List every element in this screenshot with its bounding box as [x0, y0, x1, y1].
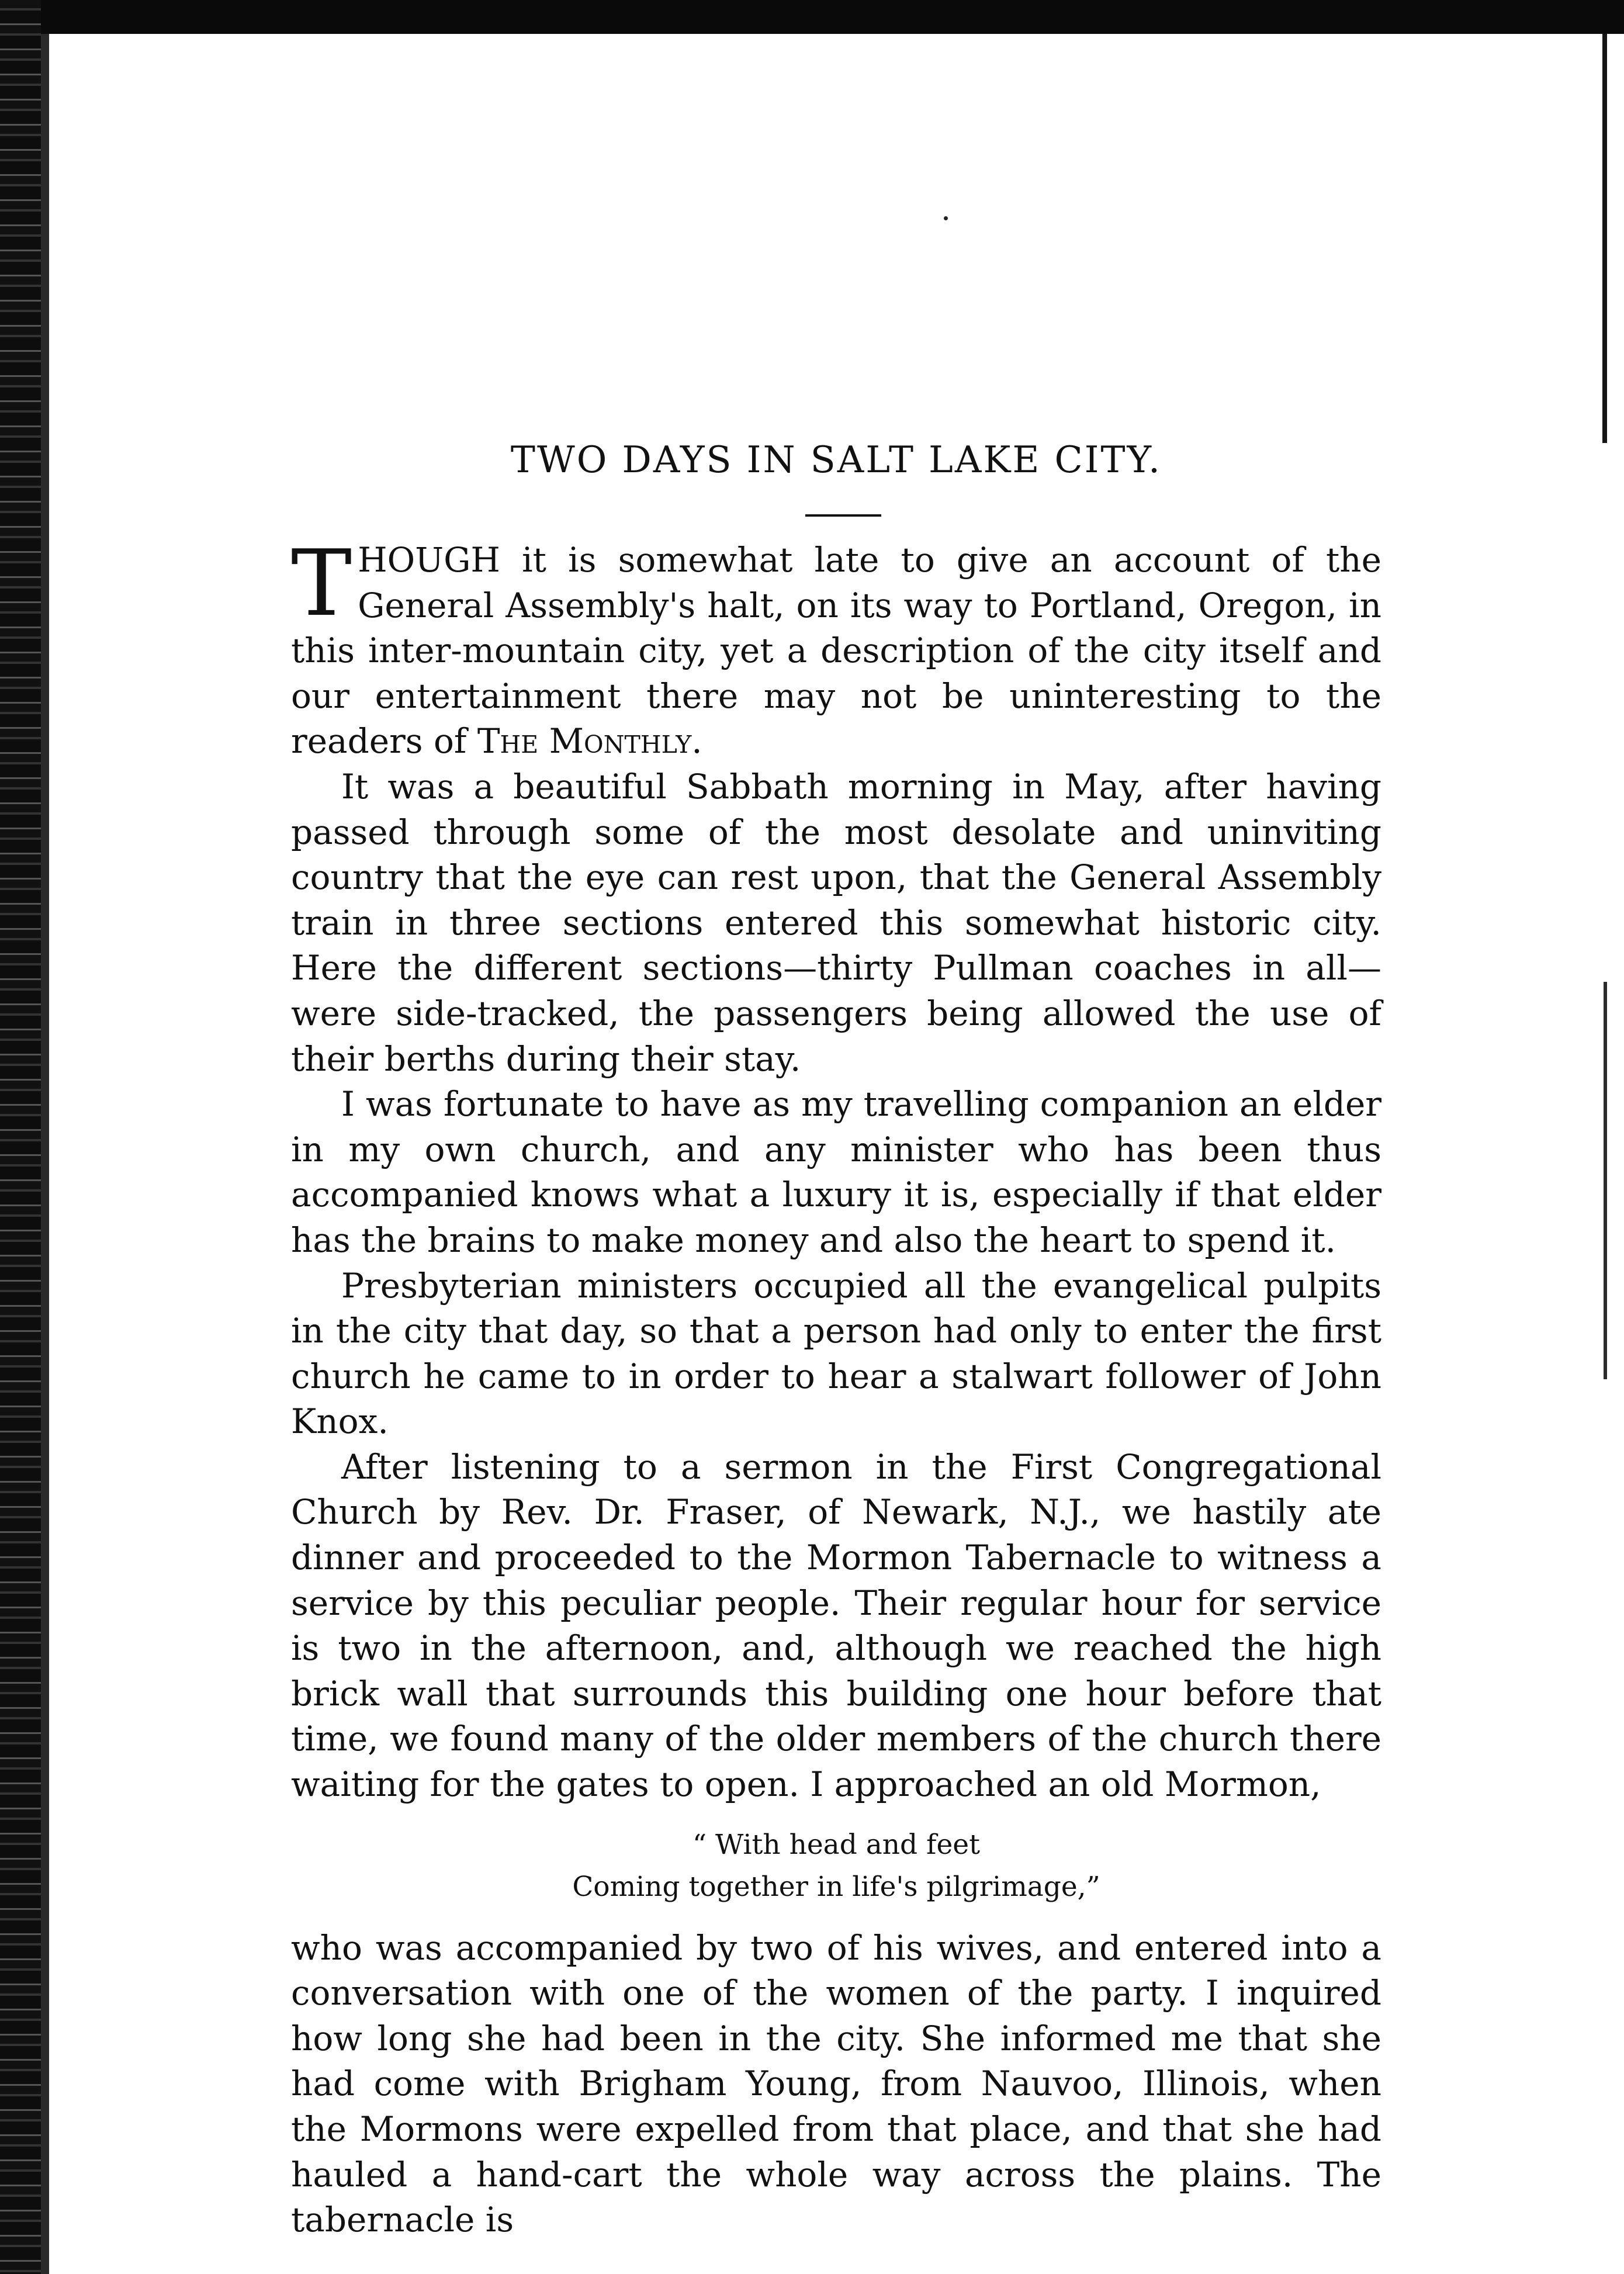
article-title: TWO DAYS IN SALT LAKE CITY.	[510, 438, 1162, 481]
verse-line-1: “ With head and feet	[692, 1828, 980, 1861]
scan-top-edge	[0, 0, 1624, 34]
magazine-name: The Monthly.	[477, 721, 702, 762]
scan-left-binding	[41, 34, 49, 2274]
article-body	[291, 530, 1381, 2243]
paragraph-4: Presbyterian ministers occupied all the evangelical pulpits in the city that day, so that a person had only to enter the first church he came to in order to hear a stalwart follower of John Knox.	[291, 1265, 1381, 1442]
scan-speck	[944, 216, 948, 220]
paragraph-6: who was accompanied by two of his wives, and entered into a conversation with one of the women of the party. I inquired how long she had been in the city. She informed me that she had come with Brigham Young, from Nauvoo, Illinois, when the Mormons were expelled from that place, and that she had hauled a hand-cart the whole way across the plains. The tabernacle is	[291, 1927, 1381, 2240]
drop-cap: T	[291, 530, 352, 636]
paragraph-1-text: HOUGH it is somewhat late to give an account of the General Assembly's halt, on its way to Portland, Oregon, in this inter-mountain city, yet a description of the city itself and our entertainment there may not be uninteresting to the readers of	[291, 540, 1381, 762]
paragraph-2: It was a beautiful Sabbath morning in May, after having passed through some of the most desolate and uninviting country that the eye can rest upon, that the General Assembly train in three sections entered this somewhat historic city. Here the different sections—thirty Pullman coaches in all—were side-tracked, the passengers being allowed the use of their berths during their stay.	[291, 766, 1381, 1079]
scan-left-edge	[0, 0, 41, 2274]
verse-quote	[291, 1824, 1381, 1908]
paragraph-3: I was fortunate to have as my travelling companion an elder in my own church, and any minister who has been thus accompanied knows what a luxury it is, especially if that elder has the brains to make money and also the heart to spend it.	[291, 1084, 1381, 1260]
verse-line-2: Coming together in life's pilgrimage,”	[572, 1870, 1100, 1903]
paragraph-5: After listening to a sermon in the First Congregational Church by Rev. Dr. Fraser, of Newark, N.J., we hastily ate dinner and proceeded to the Mormon Tabernacle to witness a service by this peculiar people. Their regular hour for service is two in the afternoon, and, although we reached the high brick wall that surrounds this building one hour before that time, we found many of the older members of the church there waiting for the gates to open. I approached an old Mormon,	[291, 1446, 1381, 1805]
scan-right-edge	[1602, 34, 1607, 443]
paragraph-1	[291, 530, 1381, 764]
scan-right-edge-lower	[1604, 982, 1607, 1379]
title-rule	[805, 514, 881, 517]
